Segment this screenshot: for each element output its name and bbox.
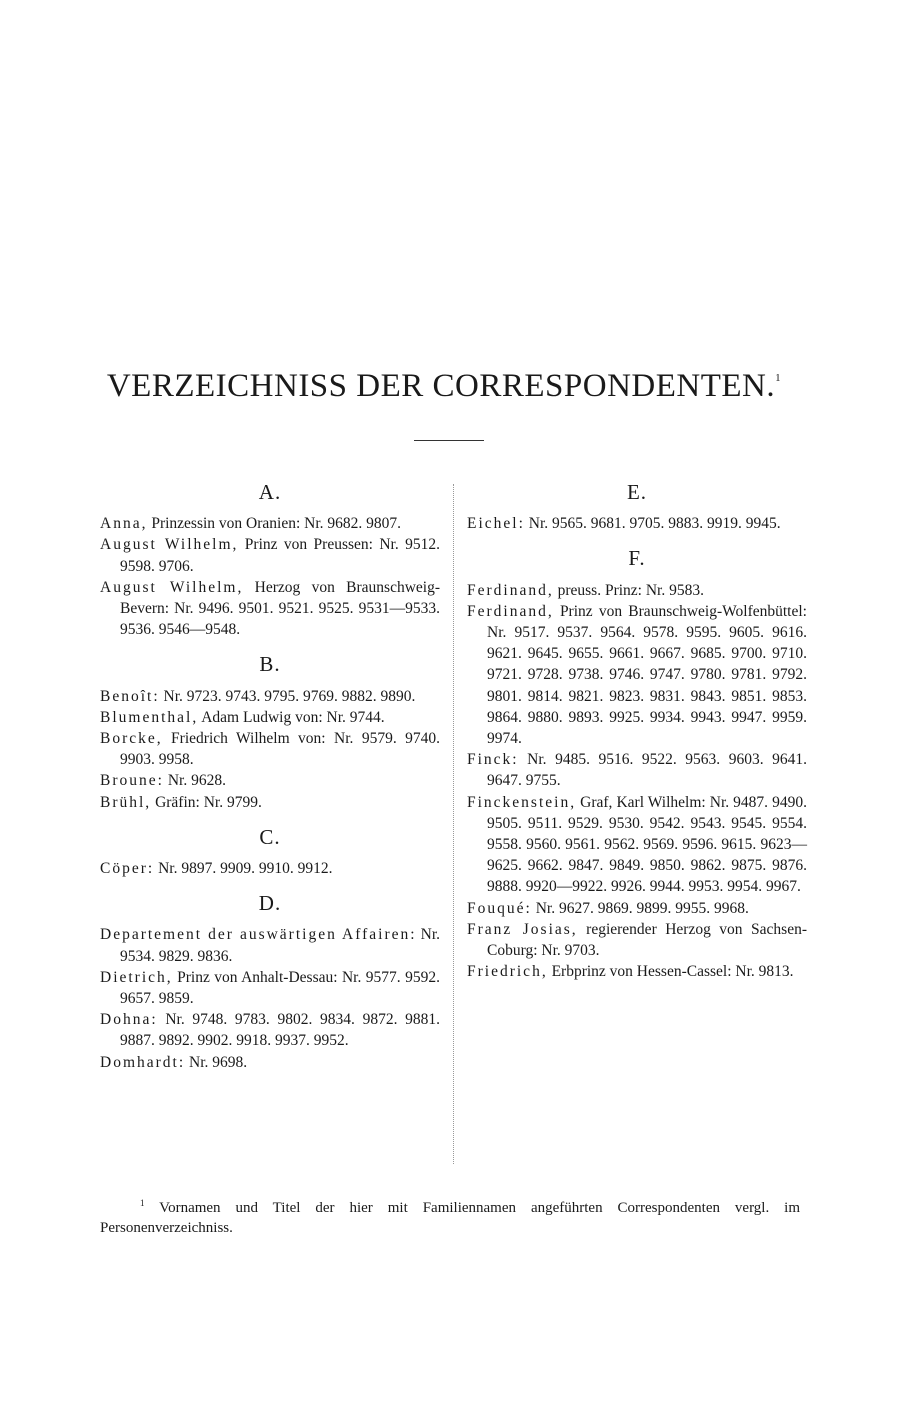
correspondent-refs: Nr. 9565. 9681. 9705. 9883. 9919. 9945.: [524, 515, 781, 533]
correspondent-name: Cöper:: [100, 860, 155, 878]
correspondent-refs: preuss. Prinz: Nr. 9583.: [553, 581, 704, 599]
section-gap: [467, 982, 807, 990]
correspondent-entry: [467, 580, 807, 601]
correspondent-refs: Erbprinz von Hessen-Cassel: Nr. 9813.: [547, 963, 794, 981]
correspondent-name: Broune:: [100, 772, 164, 790]
correspondent-refs: Gräfin: Nr. 9799.: [151, 793, 262, 811]
correspondent-refs: Nr. 9485. 9516. 9522. 9563. 9603. 9641. 9647. 9755.: [487, 751, 807, 790]
correspondent-name: Departement der auswärtigen Affairen:: [100, 926, 417, 944]
correspondent-refs: Prinz von Preussen: Nr. 9512. 9598. 9706.: [120, 536, 440, 575]
correspondent-refs: Nr. 9627. 9869. 9899. 9955. 9968.: [531, 899, 749, 917]
correspondent-entry: [467, 513, 807, 534]
title-rule: [414, 440, 484, 441]
correspondent-refs: Nr. 9748. 9783. 9802. 9834. 9872. 9881. 9887. 9892. 9902. 9918. 9937. 9952.: [120, 1011, 440, 1050]
correspondent-refs: Nr. 9534. 9829. 9836.: [120, 926, 441, 965]
section-heading: F.: [628, 546, 646, 571]
correspondent-name: Ferdinand,: [467, 581, 554, 599]
correspondent-entry: [100, 534, 440, 576]
correspondent-refs: regierender Herzog von Sachsen-Coburg: Nr. 9703.: [487, 920, 807, 960]
section-gap: [100, 879, 440, 887]
footnote-marker: 1: [140, 1198, 145, 1208]
correspondent-entry: [100, 792, 440, 813]
correspondent-entry: [467, 961, 807, 982]
correspondent-entry: [467, 749, 807, 791]
correspondent-name: Finckenstein,: [467, 793, 577, 811]
footnote-marker: 1: [775, 372, 782, 384]
correspondent-refs: Adam Ludwig von: Nr. 9744.: [198, 708, 385, 726]
right-column: [467, 476, 807, 990]
correspondent-refs: Prinz von Anhalt-Dessau: Nr. 9577. 9592. 9657. 9859.: [120, 968, 440, 1008]
correspondent-refs: Nr. 9723. 9743. 9795. 9769. 9882. 9890.: [159, 687, 416, 705]
page-title-text: VERZEICHNISS DER CORRESPONDENTEN.: [106, 368, 776, 404]
correspondent-entry: [467, 601, 807, 749]
correspondent-name: Dietrich,: [100, 968, 173, 986]
column-divider: [453, 484, 454, 1164]
correspondent-entry: [467, 919, 807, 961]
correspondent-entry: [100, 924, 440, 966]
correspondent-entry: [100, 770, 440, 791]
page-title: [0, 368, 900, 405]
correspondent-entry: [100, 686, 440, 707]
section-gap: [100, 1073, 440, 1081]
footnote: [100, 1193, 800, 1238]
section-heading: C.: [259, 824, 281, 849]
section-gap: [467, 534, 807, 542]
correspondent-name: Franz Josias,: [467, 920, 578, 938]
correspondent-entry: [100, 967, 440, 1009]
correspondent-name: Blumenthal,: [100, 708, 199, 726]
correspondent-entry: [467, 898, 807, 919]
correspondent-name: Benoît:: [100, 687, 160, 705]
section-heading: B.: [259, 652, 281, 677]
correspondent-name: Domhardt:: [100, 1053, 186, 1071]
correspondent-refs: Friedrich Wilhelm von: Nr. 9579. 9740. 9903. 9958.: [120, 730, 440, 769]
correspondent-refs: Prinzessin von Oranien: Nr. 9682. 9807.: [147, 515, 402, 533]
section-gap: [100, 813, 440, 821]
correspondent-entry: [100, 577, 440, 641]
left-column: [100, 476, 440, 1081]
correspondent-entry: [100, 1009, 440, 1051]
correspondent-entry: [100, 858, 440, 879]
correspondent-name: August Wilhelm,: [100, 578, 244, 596]
correspondent-refs: Nr. 9628.: [163, 772, 226, 790]
correspondent-entry: [467, 792, 807, 898]
correspondent-name: August Wilhelm,: [100, 536, 239, 554]
correspondent-name: Eichel:: [467, 515, 525, 533]
correspondent-name: Borcke,: [100, 730, 163, 748]
correspondent-name: Friedrich,: [467, 963, 548, 981]
correspondent-name: Anna,: [100, 515, 148, 533]
correspondent-refs: Nr. 9897. 9909. 9910. 9912.: [154, 860, 333, 878]
correspondent-refs: Herzog von Braunschweig-Bevern: Nr. 9496. 9501. 9521. 9525. 9531—9533. 9536. 9546—9548.: [120, 578, 440, 639]
section-heading: A.: [258, 480, 282, 504]
correspondent-refs: Prinz von Braunschweig-Wolfenbüttel: Nr. 9517. 9537. 9564. 9578. 9595. 9605. 9616. 9621. 9645. 9655. 9661. 9667. 9685. 9700. 9710. 9721. 9728. 9738. 9746. 9747. 9780. 9781. 9792. 9801. 9814. 9821. 9823. 9831. 9843. 9851. 9853. 9864. 9880. 9893. 9925. 9934. 9943. 9947. 9959. 9974.: [487, 602, 807, 748]
section-gap: [100, 640, 440, 648]
correspondent-entry: [100, 728, 440, 770]
correspondent-name: Brühl,: [100, 793, 152, 811]
correspondent-entry: [100, 513, 440, 534]
correspondent-name: Ferdinand,: [467, 602, 554, 620]
correspondent-name: Finck:: [467, 751, 519, 769]
correspondent-entry: [100, 707, 440, 728]
correspondent-refs: Nr. 9698.: [185, 1053, 248, 1071]
section-heading: E.: [626, 480, 648, 504]
correspondent-entry: [100, 1052, 440, 1073]
correspondent-name: Dohna:: [100, 1011, 158, 1029]
footnote-text: Vornamen und Titel der hier mit Familiennamen angeführten Correspondenten vergl. im Personenverzeichniss.: [100, 1200, 800, 1236]
correspondent-name: Fouqué:: [467, 899, 532, 917]
section-heading: D.: [258, 891, 282, 916]
correspondent-refs: Graf, Karl Wilhelm: Nr. 9487. 9490. 9505. 9511. 9529. 9530. 9542. 9543. 9545. 9554. 9558. 9560. 9561. 9562. 9569. 9596. 9615. 9623—9625. 9662. 9847. 9849. 9850. 9862. 9875. 9876. 9888. 9920—9922. 9926. 9944. 9953. 9954. 9967.: [487, 793, 807, 896]
